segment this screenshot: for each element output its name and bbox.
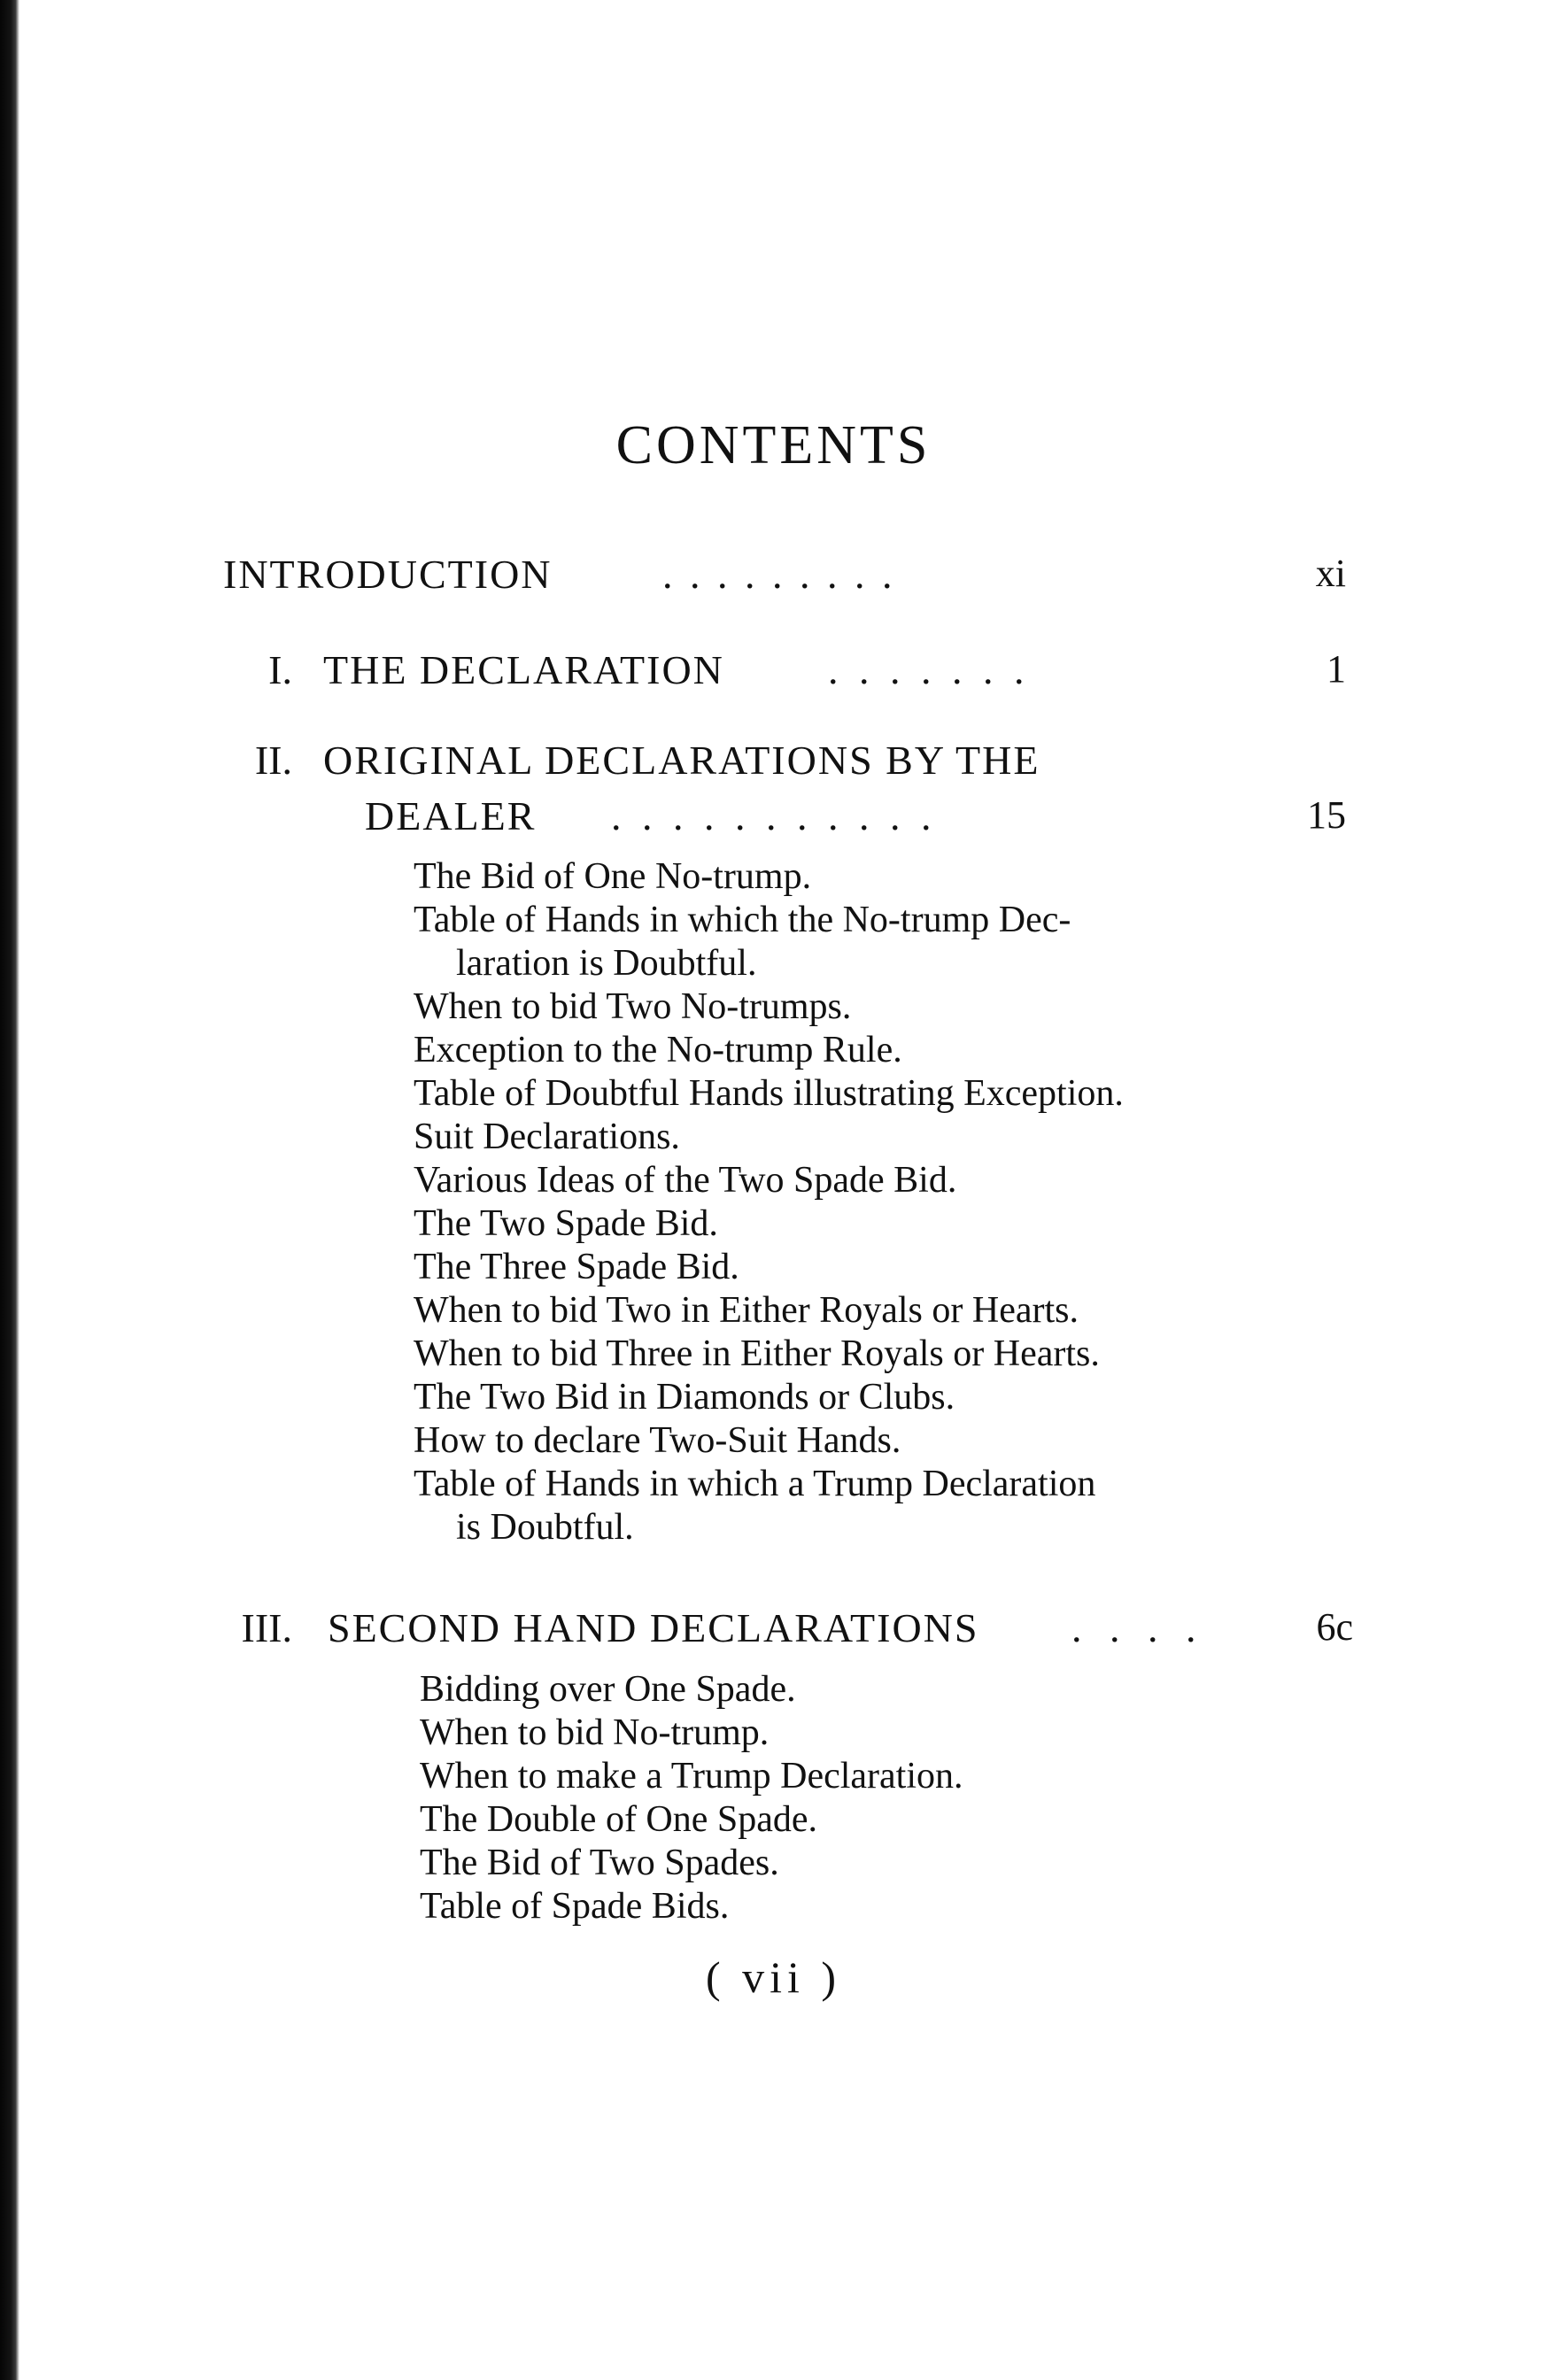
topic-item: The Bid of Two Spades. (420, 1843, 779, 1883)
topic-item: When to bid No-trump. (420, 1712, 770, 1753)
topic-item-continuation: laration is Doubtful. (456, 943, 757, 984)
topic-item: Bidding over One Spade. (420, 1669, 796, 1710)
toc-entry-2-topics (414, 855, 1124, 1549)
toc-entry-3-title: SECOND HAND DECLARATIONS (328, 1605, 979, 1650)
topic-item: How to declare Two-Suit Hands. (414, 1420, 901, 1461)
topic-item: The Double of One Spade. (420, 1799, 818, 1840)
toc-entry-1-leaders: . . . . . . . (828, 647, 1030, 692)
toc-entry-3-numeral: III. (241, 1605, 292, 1650)
page-title: CONTENTS (615, 415, 932, 475)
toc-entry-introduction-title: INTRODUCTION (223, 552, 553, 597)
toc-entry-2-title-line2: DEALER (365, 793, 537, 838)
toc-entry-1-title: THE DECLARATION (323, 647, 724, 692)
toc-entry-introduction-leaders: . . . . . . . . . (662, 552, 896, 597)
topic-item-continuation: is Doubtful. (456, 1507, 634, 1548)
topic-item: The Two Bid in Diamonds or Clubs. (414, 1377, 955, 1418)
toc-entry-3-topics (420, 1668, 963, 1928)
toc-entry-1-numeral: I. (268, 647, 292, 692)
topic-item: Table of Doubtful Hands illustrating Exception. (414, 1073, 1124, 1114)
page-binding-edge (0, 0, 19, 2380)
page-folio: ( vii ) (705, 1952, 842, 2002)
toc-entry-1-page: 1 (1327, 647, 1346, 691)
toc-entry-introduction-page: xi (1315, 552, 1346, 595)
toc-entry-2-page: 15 (1307, 793, 1346, 837)
topic-item: When to bid Two in Either Royals or Hearts. (414, 1290, 1079, 1331)
topic-item: When to bid Two No-trumps. (414, 986, 852, 1027)
topic-item: The Bid of One No-trump. (414, 856, 812, 897)
toc-entry-2-numeral: II. (254, 738, 292, 783)
topic-item: Table of Hands in which the No-trump Dec- (414, 900, 1071, 940)
topic-item: Suit Declarations. (414, 1117, 680, 1157)
topic-item: When to bid Three in Either Royals or Hearts. (414, 1333, 1100, 1374)
topic-item: Various Ideas of the Two Spade Bid. (414, 1160, 957, 1201)
topic-item: When to make a Trump Declaration. (420, 1756, 963, 1797)
topic-item: The Two Spade Bid. (414, 1203, 718, 1244)
toc-entry-3-page: 6c (1316, 1605, 1353, 1649)
toc-entry-3-leaders: . . . . (1071, 1605, 1205, 1650)
topic-item: Exception to the No-trump Rule. (414, 1030, 902, 1070)
toc-entry-2-leaders: . . . . . . . . . . . (611, 793, 937, 838)
toc-entry-2-title-line1: ORIGINAL DECLARATIONS BY THE (323, 738, 1040, 783)
topic-item: Table of Spade Bids. (420, 1886, 730, 1927)
topic-item: Table of Hands in which a Trump Declaration (414, 1464, 1096, 1504)
topic-item: The Three Spade Bid. (414, 1247, 739, 1287)
